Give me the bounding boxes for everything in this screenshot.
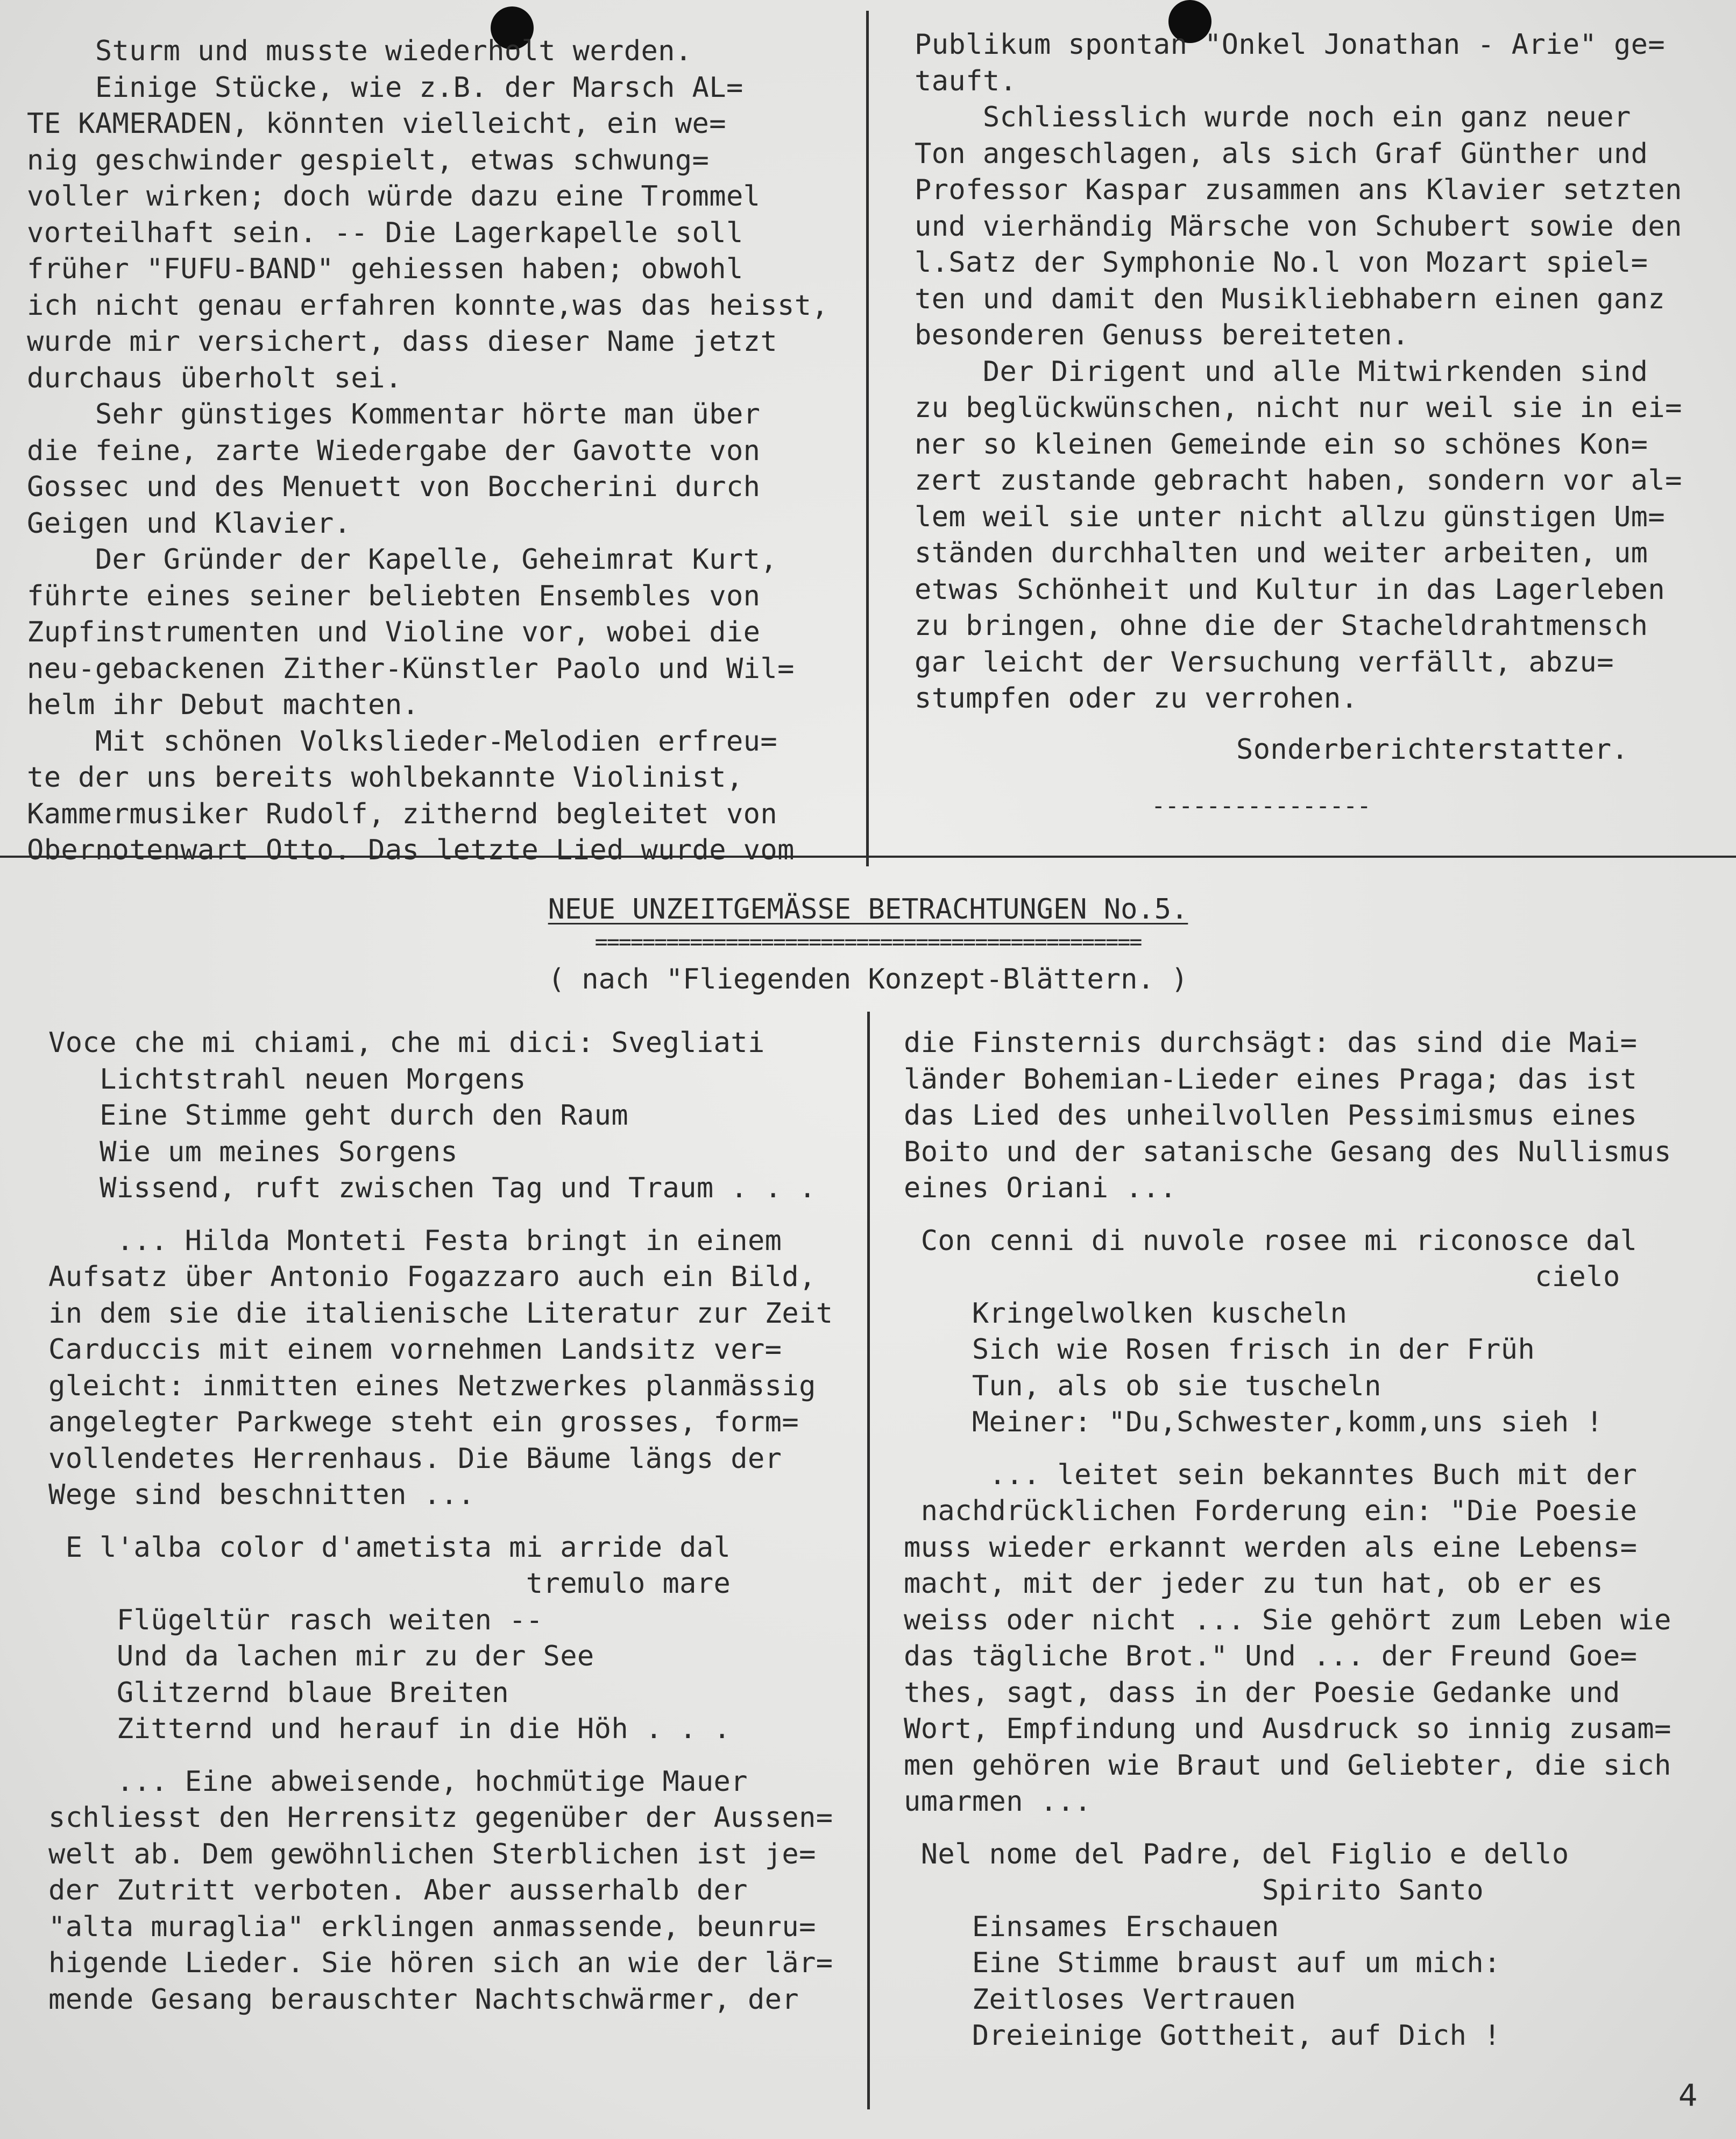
text-line: weiss oder nicht ... Sie gehört zum Leben wie bbox=[904, 1604, 1671, 1636]
text-line: Lichtstrahl neuen Morgens bbox=[48, 1063, 526, 1096]
paragraph-gap bbox=[48, 1207, 833, 1223]
text-line: Publikum spontan "Onkel Jonathan - Arie" ge= bbox=[915, 29, 1666, 61]
text-line: zert zustande gebracht haben, sondern vor al= bbox=[915, 464, 1682, 497]
section-subtitle: ( nach "Fliegenden Konzept-Blättern. ) bbox=[548, 963, 1188, 996]
text-line: tremulo mare bbox=[48, 1568, 731, 1600]
text-line: men gehören wie Braut und Geliebter, die sich bbox=[904, 1749, 1671, 1782]
bottom-left-column bbox=[48, 1025, 833, 2018]
text-line: Carduccis mit einem vornehmen Landsitz ver= bbox=[48, 1333, 782, 1366]
text-line: vollendetes Herrenhaus. Die Bäume längs der bbox=[48, 1442, 782, 1475]
text-line: welt ab. Dem gewöhnlichen Sterblichen ist je= bbox=[48, 1838, 816, 1870]
bottom-right-column bbox=[904, 1025, 1671, 2055]
text-line: muss wieder erkannt werden als eine Lebens= bbox=[904, 1531, 1638, 1564]
text-line: Einsames Erschauen bbox=[904, 1910, 1279, 1943]
text-line: Zitternd und herauf in die Höh . . . bbox=[48, 1713, 731, 1745]
text-line: gar leicht der Versuchung verfällt, abzu= bbox=[915, 646, 1614, 679]
text-line: l.Satz der Symphonie No.l von Mozart spiel= bbox=[915, 246, 1648, 279]
paragraph-gap bbox=[904, 1441, 1671, 1457]
paragraph-gap bbox=[48, 1748, 833, 1764]
text-line: Sturm und musste wiederholt werden. bbox=[27, 35, 692, 67]
text-line: Con cenni di nuvole rosee mi riconosce dal bbox=[904, 1224, 1638, 1257]
text-line: Wege sind beschnitten ... bbox=[48, 1479, 475, 1511]
text-line: früher "FUFU-BAND" gehiessen haben; obwohl bbox=[27, 253, 743, 285]
text-line: ständen durchhalten und weiter arbeiten, um bbox=[915, 537, 1648, 569]
text-line: Einige Stücke, wie z.B. der Marsch AL= bbox=[27, 71, 743, 104]
text-line: Sehr günstiges Kommentar hörte man über bbox=[27, 398, 761, 430]
text-line: vorteilhaft sein. -- Die Lagerkapelle soll bbox=[27, 216, 743, 249]
signature: Sonderberichterstatter. bbox=[1236, 733, 1629, 766]
text-line: Boito und der satanische Gesang des Nullismus bbox=[904, 1135, 1671, 1168]
section-title: NEUE UNZEITGEMÄSSE BETRACHTUNGEN No.5. bbox=[548, 893, 1188, 926]
text-line: führte eines seiner beliebten Ensembles von bbox=[27, 580, 761, 612]
text-line: Ton angeschlagen, als sich Graf Günther und bbox=[915, 137, 1648, 170]
text-line: Der Dirigent und alle Mitwirkenden sind bbox=[915, 355, 1648, 388]
text-line: gleicht: inmitten eines Netzwerkes planmässig bbox=[48, 1369, 816, 1402]
text-line: Zupfinstrumenten und Violine vor, wobei die bbox=[27, 616, 761, 648]
text-line: Wie um meines Sorgens bbox=[48, 1135, 458, 1168]
text-line: mende Gesang berauschter Nachtschwärmer, der bbox=[48, 1983, 799, 2016]
text-line: angelegter Parkwege steht ein grosses, form= bbox=[48, 1406, 799, 1438]
text-line: Und da lachen mir zu der See bbox=[48, 1640, 594, 1672]
paragraph-gap bbox=[904, 1820, 1671, 1837]
text-line: der Zutritt verboten. Aber ausserhalb der bbox=[48, 1874, 748, 1907]
top-right-column bbox=[915, 27, 1682, 717]
separator-dashes: ---------------- bbox=[1151, 792, 1371, 820]
section-title-rule: ============================================== bbox=[594, 930, 1142, 955]
text-line: Wort, Empfindung und Ausdruck so innig zusam= bbox=[904, 1713, 1671, 1745]
text-line: ... Hilda Monteti Festa bringt in einem bbox=[48, 1224, 782, 1257]
text-line: voller wirken; doch würde dazu eine Trommel bbox=[27, 180, 761, 213]
text-line: Obernotenwart Otto. Das letzte Lied wurde vom bbox=[27, 834, 795, 866]
text-line: durchaus überholt sei. bbox=[27, 362, 402, 394]
text-line: Eine Stimme geht durch den Raum bbox=[48, 1099, 629, 1132]
text-line: und vierhändig Märsche von Schubert sowie den bbox=[915, 210, 1682, 243]
text-line: nachdrücklichen Forderung ein: "Die Poesie bbox=[904, 1495, 1638, 1527]
text-line: etwas Schönheit und Kultur in das Lagerleben bbox=[915, 573, 1666, 606]
text-line: länder Bohemian-Lieder eines Praga; das ist bbox=[904, 1063, 1638, 1096]
text-line: Gossec und des Menuett von Boccherini durch bbox=[27, 471, 761, 503]
text-line: schliesst den Herrensitz gegenüber der Aussen= bbox=[48, 1802, 833, 1834]
text-line: ... Eine abweisende, hochmütige Mauer bbox=[48, 1765, 748, 1798]
text-line: die feine, zarte Wiedergabe der Gavotte von bbox=[27, 434, 761, 467]
text-line: umarmen ... bbox=[904, 1785, 1092, 1818]
text-line: tauft. bbox=[915, 65, 1017, 97]
text-line: das tägliche Brot." Und ... der Freund Goe= bbox=[904, 1640, 1638, 1672]
text-line: Nel nome del Padre, del Figlio e dello bbox=[904, 1838, 1569, 1870]
text-line: E l'alba color d'ametista mi arride dal bbox=[48, 1531, 731, 1564]
text-line: Der Gründer der Kapelle, Geheimrat Kurt, bbox=[27, 543, 778, 576]
text-line: Glitzernd blaue Breiten bbox=[48, 1676, 509, 1709]
text-line: lem weil sie unter nicht allzu günstigen Um= bbox=[915, 500, 1666, 533]
column-divider-top bbox=[866, 11, 869, 866]
text-line: helm ihr Debut machten. bbox=[27, 689, 420, 721]
paragraph-gap bbox=[904, 1207, 1671, 1223]
text-line: eines Oriani ... bbox=[904, 1172, 1177, 1204]
text-line: das Lied des unheilvollen Pessimismus eines bbox=[904, 1099, 1638, 1132]
text-line: TE KAMERADEN, könnten vielleicht, ein we= bbox=[27, 108, 726, 140]
text-line: Wissend, ruft zwischen Tag und Traum . . . bbox=[48, 1172, 816, 1204]
text-line: Dreieinige Gottheit, auf Dich ! bbox=[904, 2020, 1501, 2052]
column-divider-bottom bbox=[867, 1012, 870, 2109]
text-line: in dem sie die italienische Literatur zur Zeit bbox=[48, 1297, 833, 1330]
text-line: wurde mir versichert, dass dieser Name jetzt bbox=[27, 326, 778, 358]
text-line: Voce che mi chiami, che mi dici: Svegliati bbox=[48, 1027, 765, 1059]
text-line: Professor Kaspar zusammen ans Klavier setzten bbox=[915, 174, 1682, 206]
text-line: thes, sagt, dass in der Poesie Gedanke und bbox=[904, 1676, 1620, 1709]
text-line: Sich wie Rosen frisch in der Früh bbox=[904, 1333, 1535, 1366]
text-line: zu beglückwünschen, nicht nur weil sie in ei= bbox=[915, 392, 1682, 424]
text-line: cielo bbox=[904, 1261, 1620, 1293]
text-line: macht, mit der jeder zu tun hat, ob er es bbox=[904, 1568, 1603, 1600]
text-line: neu-gebackenen Zither-Künstler Paolo und Wil= bbox=[27, 652, 795, 685]
text-line: die Finsternis durchsägt: das sind die Mai= bbox=[904, 1027, 1638, 1059]
text-line: Kammermusiker Rudolf, zithernd begleitet von bbox=[27, 797, 778, 830]
text-line: Flügeltür rasch weiten -- bbox=[48, 1604, 543, 1636]
text-line: Geigen und Klavier. bbox=[27, 507, 351, 540]
text-line: higende Lieder. Sie hören sich an wie der lär= bbox=[48, 1947, 833, 1979]
text-line: besonderen Genuss bereiteten. bbox=[915, 319, 1409, 351]
text-line: ... leitet sein bekanntes Buch mit der bbox=[904, 1458, 1638, 1491]
text-line: ten und damit den Musikliebhabern einen ganz bbox=[915, 283, 1666, 315]
text-line: Kringelwolken kuscheln bbox=[904, 1297, 1348, 1330]
text-line: Mit schönen Volkslieder-Melodien erfreu= bbox=[27, 725, 778, 758]
text-line: te der uns bereits wohlbekannte Violinist, bbox=[27, 761, 743, 794]
text-line: nig geschwinder gespielt, etwas schwung= bbox=[27, 144, 710, 177]
text-line: Aufsatz über Antonio Fogazzaro auch ein Bild, bbox=[48, 1261, 816, 1293]
text-line: ner so kleinen Gemeinde ein so schönes Kon= bbox=[915, 428, 1648, 461]
text-line: Zeitloses Vertrauen bbox=[904, 1983, 1296, 2016]
text-line: "alta muraglia" erklingen anmassende, beunru= bbox=[48, 1910, 816, 1943]
top-left-column bbox=[27, 33, 828, 869]
page-number: 4 bbox=[1678, 2078, 1698, 2113]
text-line: Schliesslich wurde noch ein ganz neuer bbox=[915, 101, 1631, 133]
text-line: Spirito Santo bbox=[904, 1874, 1484, 1907]
text-line: Meiner: "Du,Schwester,komm,uns sieh ! bbox=[904, 1406, 1603, 1438]
paragraph-gap bbox=[48, 1514, 833, 1530]
text-line: Eine Stimme braust auf um mich: bbox=[904, 1947, 1501, 1979]
text-line: ich nicht genau erfahren konnte,was das heisst, bbox=[27, 289, 829, 322]
text-line: zu bringen, ohne die der Stacheldrahtmensch bbox=[915, 610, 1648, 642]
text-line: stumpfen oder zu verrohen. bbox=[915, 682, 1358, 715]
text-line: Tun, als ob sie tuscheln bbox=[904, 1369, 1381, 1402]
